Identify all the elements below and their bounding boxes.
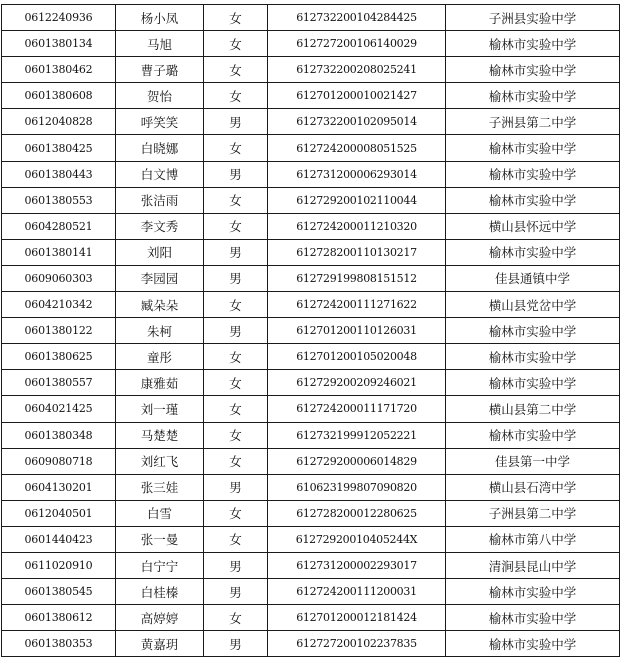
id-number-cell: 612724200008051525 xyxy=(268,135,446,161)
school-cell: 子洲县第二中学 xyxy=(446,500,620,526)
school-cell: 榆林市实验中学 xyxy=(446,31,620,57)
id-number-cell: 612724200111271622 xyxy=(268,292,446,318)
table-row xyxy=(2,161,620,187)
id-number-cell: 612701200110126031 xyxy=(268,318,446,344)
table-row xyxy=(2,31,620,57)
student-id-cell: 0601380557 xyxy=(2,370,116,396)
table-row xyxy=(2,448,620,474)
student-id-cell: 0601380608 xyxy=(2,83,116,109)
student-id-cell: 0604130201 xyxy=(2,474,116,500)
roster-body xyxy=(2,5,620,657)
gender-cell: 男 xyxy=(204,161,268,187)
id-number-cell: 612701200105020048 xyxy=(268,344,446,370)
school-cell: 榆林市实验中学 xyxy=(446,57,620,83)
school-cell: 榆林市实验中学 xyxy=(446,370,620,396)
student-id-cell: 0604210342 xyxy=(2,292,116,318)
student-name-cell: 马楚楚 xyxy=(116,422,204,448)
student-id-cell: 0601380443 xyxy=(2,161,116,187)
id-number-cell: 612727200106140029 xyxy=(268,31,446,57)
school-cell: 榆林市实验中学 xyxy=(446,605,620,631)
id-number-cell: 612731200002293017 xyxy=(268,552,446,578)
table-row xyxy=(2,57,620,83)
student-id-cell: 0601440423 xyxy=(2,526,116,552)
gender-cell: 女 xyxy=(204,57,268,83)
gender-cell: 女 xyxy=(204,213,268,239)
student-name-cell: 康雅茹 xyxy=(116,370,204,396)
school-cell: 榆林市实验中学 xyxy=(446,318,620,344)
school-cell: 榆林市实验中学 xyxy=(446,422,620,448)
gender-cell: 女 xyxy=(204,83,268,109)
student-roster-table xyxy=(1,4,620,657)
table-row xyxy=(2,239,620,265)
gender-cell: 女 xyxy=(204,292,268,318)
gender-cell: 女 xyxy=(204,5,268,31)
student-id-cell: 0601380612 xyxy=(2,605,116,631)
student-id-cell: 0601380134 xyxy=(2,31,116,57)
table-row xyxy=(2,187,620,213)
student-name-cell: 朱柯 xyxy=(116,318,204,344)
school-cell: 榆林市实验中学 xyxy=(446,135,620,161)
table-row xyxy=(2,318,620,344)
id-number-cell: 612731200006293014 xyxy=(268,161,446,187)
table-row xyxy=(2,500,620,526)
student-name-cell: 刘阳 xyxy=(116,239,204,265)
id-number-cell: 612732200104284425 xyxy=(268,5,446,31)
school-cell: 子洲县实验中学 xyxy=(446,5,620,31)
id-number-cell: 612701200012181424 xyxy=(268,605,446,631)
table-row xyxy=(2,396,620,422)
student-id-cell: 0601380553 xyxy=(2,187,116,213)
student-name-cell: 刘红飞 xyxy=(116,448,204,474)
school-cell: 子洲县第二中学 xyxy=(446,109,620,135)
student-id-cell: 0612040501 xyxy=(2,500,116,526)
school-cell: 榆林市实验中学 xyxy=(446,579,620,605)
id-number-cell: 610623199807090820 xyxy=(268,474,446,500)
table-row xyxy=(2,109,620,135)
id-number-cell: 612727200102237835 xyxy=(268,631,446,657)
student-id-cell: 0601380348 xyxy=(2,422,116,448)
gender-cell: 女 xyxy=(204,605,268,631)
table-row xyxy=(2,474,620,500)
student-name-cell: 马旭 xyxy=(116,31,204,57)
school-cell: 榆林市实验中学 xyxy=(446,631,620,657)
id-number-cell: 612729200006014829 xyxy=(268,448,446,474)
gender-cell: 女 xyxy=(204,135,268,161)
student-name-cell: 杨小凤 xyxy=(116,5,204,31)
student-name-cell: 刘一瑾 xyxy=(116,396,204,422)
table-row xyxy=(2,422,620,448)
table-row xyxy=(2,292,620,318)
school-cell: 佳县第一中学 xyxy=(446,448,620,474)
student-id-cell: 0609060303 xyxy=(2,265,116,291)
gender-cell: 男 xyxy=(204,318,268,344)
student-id-cell: 0609080718 xyxy=(2,448,116,474)
school-cell: 榆林市第八中学 xyxy=(446,526,620,552)
id-number-cell: 612729200102110044 xyxy=(268,187,446,213)
student-name-cell: 张三娃 xyxy=(116,474,204,500)
student-name-cell: 曹子璐 xyxy=(116,57,204,83)
id-number-cell: 612724200011210320 xyxy=(268,213,446,239)
gender-cell: 男 xyxy=(204,474,268,500)
gender-cell: 女 xyxy=(204,344,268,370)
school-cell: 横山县怀远中学 xyxy=(446,213,620,239)
student-name-cell: 白晓娜 xyxy=(116,135,204,161)
table-row xyxy=(2,631,620,657)
student-id-cell: 0611020910 xyxy=(2,552,116,578)
student-id-cell: 0601380353 xyxy=(2,631,116,657)
school-cell: 横山县石湾中学 xyxy=(446,474,620,500)
id-number-cell: 612729199808151512 xyxy=(268,265,446,291)
gender-cell: 男 xyxy=(204,552,268,578)
student-name-cell: 白雪 xyxy=(116,500,204,526)
gender-cell: 男 xyxy=(204,109,268,135)
student-id-cell: 0604021425 xyxy=(2,396,116,422)
table-row xyxy=(2,344,620,370)
student-name-cell: 白宁宁 xyxy=(116,552,204,578)
student-name-cell: 高婷婷 xyxy=(116,605,204,631)
table-row xyxy=(2,83,620,109)
student-id-cell: 0604280521 xyxy=(2,213,116,239)
student-name-cell: 臧朵朵 xyxy=(116,292,204,318)
student-name-cell: 童彤 xyxy=(116,344,204,370)
gender-cell: 女 xyxy=(204,370,268,396)
table-row xyxy=(2,605,620,631)
student-id-cell: 0601380462 xyxy=(2,57,116,83)
student-id-cell: 0601380545 xyxy=(2,579,116,605)
school-cell: 佳县通镇中学 xyxy=(446,265,620,291)
table-row xyxy=(2,370,620,396)
student-id-cell: 0601380141 xyxy=(2,239,116,265)
school-cell: 榆林市实验中学 xyxy=(446,187,620,213)
gender-cell: 男 xyxy=(204,579,268,605)
id-number-cell: 612701200010021427 xyxy=(268,83,446,109)
student-id-cell: 0612240936 xyxy=(2,5,116,31)
id-number-cell: 612729200209246021 xyxy=(268,370,446,396)
table-row xyxy=(2,5,620,31)
id-number-cell: 61272920010405244X xyxy=(268,526,446,552)
id-number-cell: 612732200208025241 xyxy=(268,57,446,83)
gender-cell: 男 xyxy=(204,265,268,291)
school-cell: 榆林市实验中学 xyxy=(446,344,620,370)
school-cell: 横山县第二中学 xyxy=(446,396,620,422)
student-name-cell: 李园园 xyxy=(116,265,204,291)
gender-cell: 男 xyxy=(204,239,268,265)
gender-cell: 女 xyxy=(204,31,268,57)
gender-cell: 女 xyxy=(204,526,268,552)
student-id-cell: 0612040828 xyxy=(2,109,116,135)
student-name-cell: 张一曼 xyxy=(116,526,204,552)
student-id-cell: 0601380625 xyxy=(2,344,116,370)
school-cell: 清涧县昆山中学 xyxy=(446,552,620,578)
school-cell: 榆林市实验中学 xyxy=(446,83,620,109)
gender-cell: 男 xyxy=(204,631,268,657)
table-row xyxy=(2,135,620,161)
school-cell: 榆林市实验中学 xyxy=(446,161,620,187)
table-row xyxy=(2,526,620,552)
table-row xyxy=(2,579,620,605)
student-name-cell: 黄嘉玥 xyxy=(116,631,204,657)
student-name-cell: 张洁雨 xyxy=(116,187,204,213)
student-name-cell: 白桂榛 xyxy=(116,579,204,605)
id-number-cell: 612728200012280625 xyxy=(268,500,446,526)
id-number-cell: 612728200110130217 xyxy=(268,239,446,265)
gender-cell: 女 xyxy=(204,448,268,474)
student-id-cell: 0601380122 xyxy=(2,318,116,344)
table-row xyxy=(2,552,620,578)
student-name-cell: 李文秀 xyxy=(116,213,204,239)
student-name-cell: 白文博 xyxy=(116,161,204,187)
school-cell: 横山县党岔中学 xyxy=(446,292,620,318)
gender-cell: 女 xyxy=(204,500,268,526)
student-name-cell: 贺怡 xyxy=(116,83,204,109)
table-row xyxy=(2,213,620,239)
student-id-cell: 0601380425 xyxy=(2,135,116,161)
id-number-cell: 612732199912052221 xyxy=(268,422,446,448)
id-number-cell: 612724200111200031 xyxy=(268,579,446,605)
student-name-cell: 呼笑笑 xyxy=(116,109,204,135)
id-number-cell: 612724200011171720 xyxy=(268,396,446,422)
school-cell: 榆林市实验中学 xyxy=(446,239,620,265)
gender-cell: 女 xyxy=(204,422,268,448)
id-number-cell: 612732200102095014 xyxy=(268,109,446,135)
gender-cell: 女 xyxy=(204,396,268,422)
gender-cell: 女 xyxy=(204,187,268,213)
table-row xyxy=(2,265,620,291)
